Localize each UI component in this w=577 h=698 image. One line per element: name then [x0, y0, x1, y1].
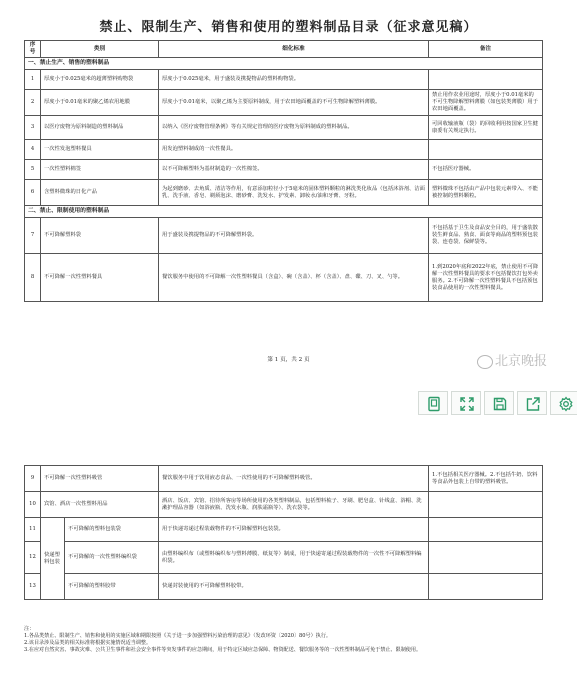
header-no: 序号: [25, 41, 41, 58]
fullscreen-button[interactable]: [451, 391, 481, 415]
watermark: [477, 350, 547, 369]
cell-category: 不可降解的一次性塑料编织袋: [65, 542, 159, 574]
table-row: [25, 160, 543, 180]
cell-no: 6: [25, 180, 41, 206]
table-row: [25, 140, 543, 160]
viewer-toolbar: [418, 391, 577, 417]
cell-remarks: [429, 574, 543, 600]
cell-category: 厚度小于0.025毫米的超薄塑料购物袋: [41, 70, 159, 90]
header-criteria: 细化标准: [159, 41, 429, 58]
save-button[interactable]: [484, 391, 514, 415]
table-row: [25, 254, 543, 302]
cell-remarks: [429, 140, 543, 160]
note-item: 1.各品类禁止、限制生产、销售和使用的实施区域和期限按照《关于进一步加强塑料污染治理的意见》（发改环资〔2020〕80号）执行。: [24, 633, 332, 639]
cell-criteria: 以纳入《医疗废物管理条例》等有关规定管理的医疗废物为原料制成的塑料制品。: [159, 116, 429, 140]
cell-remarks: 1.不包括相关医疗器械。2.不包括牛奶、饮料等食品外包装上自带的塑料吸管。: [429, 466, 543, 492]
table-row: [25, 218, 543, 254]
watermark-text: 北京晚报: [495, 354, 548, 369]
fullscreen-icon: [459, 396, 475, 412]
cell-remarks: 塑料微珠不包括由产品中包装元素带入、不能被控制的塑料颗粒。: [429, 180, 543, 206]
page-footer: 第 1 页，共 2 页: [267, 357, 310, 363]
cell-no: 5: [25, 160, 41, 180]
cell-criteria: 餐饮服务中使用的不可降解一次性塑料餐具（含盒）、碗（含盖）、杯（含盖）、盘、碟、刀、叉、勺等。: [159, 254, 429, 302]
cell-criteria: 以不可降解塑料为基材制造的一次性棉签。: [159, 160, 429, 180]
share-button[interactable]: [517, 391, 547, 415]
cell-remarks: 不包括医疗器械。: [429, 160, 543, 180]
note-item: 2.该目录涉及品类的相关标准将根据实施情况适当调整。: [24, 640, 152, 646]
notes-block: [24, 626, 564, 654]
cell-no: 7: [25, 218, 41, 254]
table-row: [25, 574, 543, 600]
table-row: [25, 70, 543, 90]
cell-remarks: [429, 492, 543, 518]
cell-category: 不可降解的塑料包装袋: [65, 518, 159, 542]
cell-category: 厚度小于0.01毫米的聚乙烯农用地膜: [41, 90, 159, 116]
cell-remarks: 不包括基于卫生及食品安全目的，用于盛装散装生鲜食品、熟食、面食等商品的塑料预包装袋、连卷袋、保鲜袋等。: [429, 218, 543, 254]
save-icon: [492, 396, 508, 412]
cell-category: 不可降解一次性塑料吸管: [41, 466, 159, 492]
watermark-logo-icon: [477, 355, 493, 369]
table-row: [25, 542, 543, 574]
cell-category: 不可降解的塑料胶带: [65, 574, 159, 600]
cell-category: 以医疗废物为原料制造的塑料制品: [41, 116, 159, 140]
cell-remarks: [429, 70, 543, 90]
cell-no: 10: [25, 492, 41, 518]
notes-heading: 注：: [24, 626, 35, 632]
cell-category: 宾馆、酒店一次性塑料用品: [41, 492, 159, 518]
cell-category: 一次性塑料棉签: [41, 160, 159, 180]
cell-no: 3: [25, 116, 41, 140]
cell-criteria: 用于快递寄递过程装载物件的不可降解塑料包装袋。: [159, 518, 429, 542]
settings-button[interactable]: [550, 391, 577, 415]
header-category: 类别: [41, 41, 159, 58]
cell-criteria: 快递封装使用的不可降解塑料胶带。: [159, 574, 429, 600]
page-view-button[interactable]: [418, 391, 448, 415]
cell-category: 一次性发泡塑料餐具: [41, 140, 159, 160]
cell-remarks: 1.到2020年底和2022年底，禁止使用不可降解一次性塑料餐具的要求不包括餐饮打包外卖服务。2.不可降解一次性塑料餐具不包括预包装食品使用的一次性塑料餐具。: [429, 254, 543, 302]
catalog-table-continued: [24, 465, 543, 600]
cell-criteria: 为起到磨砂、去角质、清洁等作用，有意添加粒径小于5毫米的固体塑料颗粒的淋洗类化妆品（包括沐浴剂、洁面乳、洗手液、香皂、剃须泡沫、磨砂膏、洗发水、护发素、卸妆水/油和牙膏、牙粉。: [159, 180, 429, 206]
page-title: 禁止、限制生产、销售和使用的塑料制品目录（征求意见稿）: [99, 20, 478, 35]
cell-remarks: 可回收输液瓶（袋）的回收利用按国家卫生健康委有关规定执行。: [429, 116, 543, 140]
document-page-2: [0, 452, 577, 698]
cell-category: 不可降解一次性塑料餐具: [41, 254, 159, 302]
cell-remarks: [429, 542, 543, 574]
cell-criteria: 酒店、饭店、宾馆、招待所客房等场所使用的各类塑料制品，包括塑料梳子、牙刷、肥皂盒、针线盒、浴帽、洗漱护理品容器（如浴液瓶、洗发水瓶、润肤霜瓶等）、洗衣袋等。: [159, 492, 429, 518]
cell-no: 9: [25, 466, 41, 492]
cell-group: 快递塑料包装: [41, 518, 65, 600]
cell-no: 12: [25, 542, 41, 574]
section-title-2: 二、禁止、限制使用的塑料制品: [25, 206, 543, 218]
cell-no: 8: [25, 254, 41, 302]
table-row: [25, 90, 543, 116]
section-row: [25, 58, 543, 70]
table-row: [25, 116, 543, 140]
table-row: [25, 518, 543, 542]
cell-criteria: 厚度小于0.01毫米，以聚乙烯为主要原料制成，用于农田地面覆盖的不可生物降解塑料薄膜。: [159, 90, 429, 116]
cell-criteria: 由塑料编织布（或塑料编织布与塑料薄膜、纸复等）制成，用于快递寄递过程装载物件的一次性不可降解塑料编织袋。: [159, 542, 429, 574]
cell-category: 不可降解塑料袋: [41, 218, 159, 254]
cell-remarks: [429, 518, 543, 542]
section-row: [25, 206, 543, 218]
settings-icon: [558, 396, 574, 412]
catalog-table: [24, 40, 543, 302]
cell-no: 1: [25, 70, 41, 90]
cell-criteria: 用发泡塑料制成的一次性餐具。: [159, 140, 429, 160]
section-title-1: 一、禁止生产、销售的塑料制品: [25, 58, 543, 70]
cell-no: 13: [25, 574, 41, 600]
cell-no: 2: [25, 90, 41, 116]
cell-no: 4: [25, 140, 41, 160]
cell-criteria: 用于盛装及携提物品的不可降解塑料袋。: [159, 218, 429, 254]
table-header-row: [25, 41, 543, 58]
cell-remarks: 禁止用作农业用途时，厚度小于0.01毫米的不可生物降解塑料薄膜（如包装类薄膜）用于农田地面覆盖。: [429, 90, 543, 116]
cell-criteria: 餐饮服务中用于饮用液态食品、一次性使用的不可降解塑料吸管。: [159, 466, 429, 492]
cell-criteria: 厚度小于0.025毫米，用于盛装及携提物品的塑料购物袋。: [159, 70, 429, 90]
header-remarks: 备注: [429, 41, 543, 58]
cell-no: 11: [25, 518, 41, 542]
note-item: 3.在应对自然灾害、事故灾难、公共卫生事件和社会安全事件等突发事件的应急期间，用于特定区域应急保障、物资配送、餐饮服务等的一次性塑料制品可免于禁止、限制使用。: [24, 647, 422, 653]
page-icon: [426, 396, 442, 412]
cell-category: 含塑料微珠的日化产品: [41, 180, 159, 206]
table-row: [25, 180, 543, 206]
table-row: [25, 466, 543, 492]
share-icon: [525, 396, 541, 412]
table-row: [25, 492, 543, 518]
